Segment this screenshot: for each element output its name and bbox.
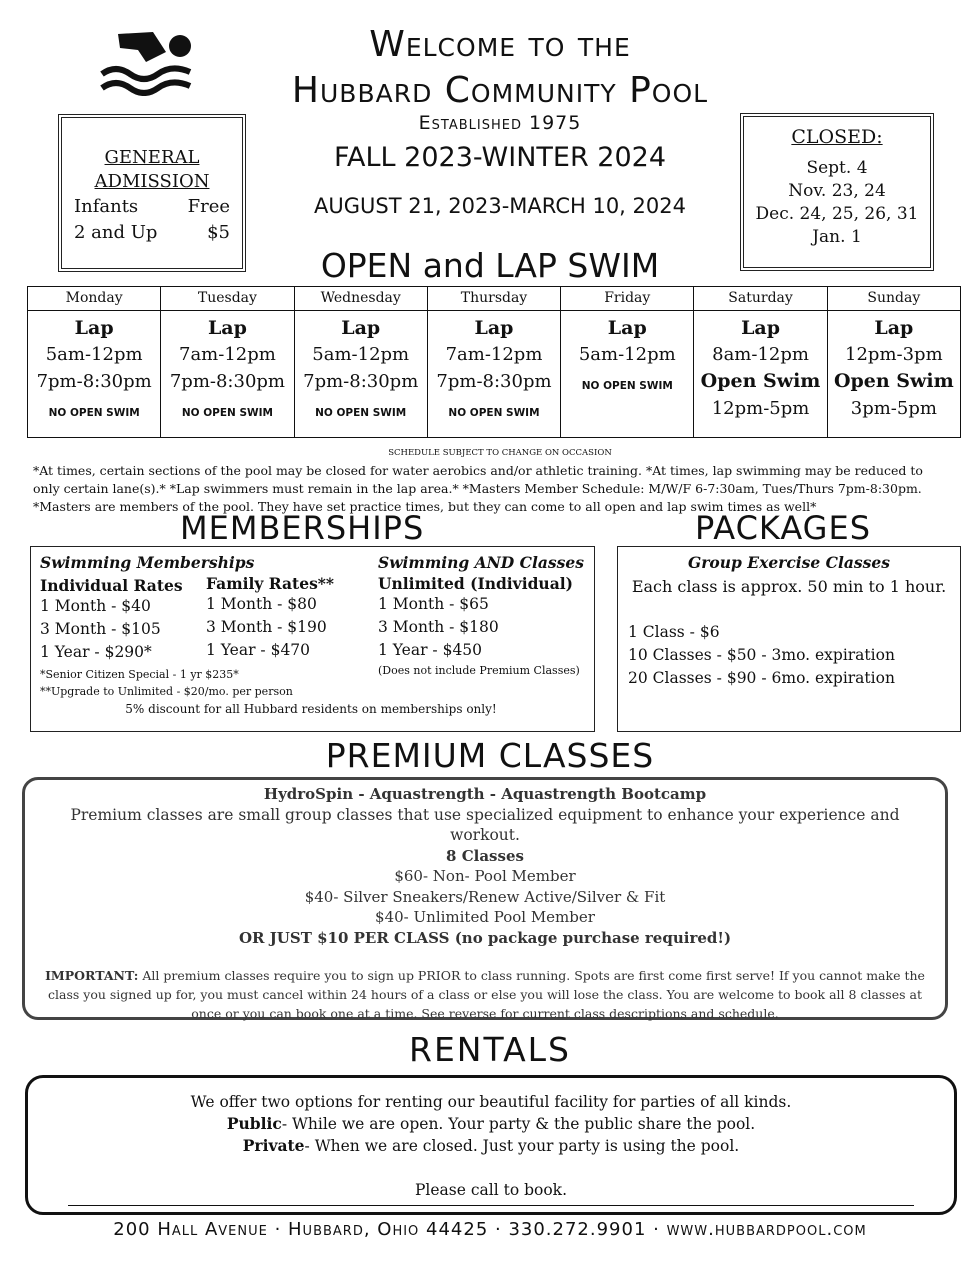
- unlimited-rate: 1 Year - $450: [378, 641, 483, 659]
- season-text: FALL 2023-WINTER 2024: [333, 142, 666, 173]
- lap-time: 7am-12pm: [179, 344, 276, 365]
- individual-rate: 3 Month - $105: [40, 620, 161, 638]
- lap-label: Lap: [874, 317, 914, 339]
- day-sunday: Sunday: [827, 287, 960, 311]
- family-rates-heading: Family Rates**: [206, 574, 335, 593]
- premium-class-names: HydroSpin - Aquastrength - Aquastrength Bootcamp: [263, 785, 707, 803]
- lap-time: 5am-12pm: [578, 344, 676, 365]
- class-duration: Each class is approx. 50 min to 1 hour.: [631, 577, 947, 596]
- lap-time: 7am-12pm: [445, 344, 543, 365]
- lap-label: Lap: [207, 317, 247, 339]
- lap-time: 5am-12pm: [312, 344, 410, 365]
- important-note: [35, 966, 935, 1023]
- no-open-swim-note: NO OPEN SWIM: [581, 380, 673, 392]
- no-open-swim-note: NO OPEN SWIM: [315, 407, 407, 419]
- closed-date: Dec. 24, 25, 26, 31: [755, 204, 919, 224]
- rentals-box: [25, 1075, 957, 1215]
- admission-row: [70, 220, 234, 246]
- packages-heading: PACKAGES: [695, 509, 871, 547]
- private-label: Private: [242, 1136, 305, 1155]
- lap-time: 7pm-8:30pm: [36, 371, 152, 392]
- closed-heading: CLOSED:: [791, 126, 883, 148]
- lap-label: Lap: [74, 317, 114, 339]
- schedule-cell-sunday: [827, 311, 960, 438]
- schedule-notes: *At times, certain sections of the pool may be closed for water aerobics and/or athletic training. *At times, lap swimming may be reduced to only certain lane(s).* *Lap swimmers must remain in the lap area.* *Masters Member Schedule: M/W/F 6-7:30am, Tues/Thurs 7pm-8:30pm. *Masters are members of the pool. They have set practice times, but they can come to all open and lap swim times as well*: [33, 463, 923, 514]
- premium-classes-heading: PREMIUM CLASSES: [325, 736, 655, 775]
- closed-date: Nov. 23, 24: [788, 181, 886, 201]
- premium-price: $40- Unlimited Pool Member: [375, 908, 595, 926]
- schedule-cell-wednesday: [294, 311, 427, 438]
- group-exercise-heading: Group Exercise Classes: [688, 553, 890, 572]
- day-thursday: Thursday: [427, 287, 560, 311]
- day-wednesday: Wednesday: [294, 287, 427, 311]
- swim-memberships-heading: Swimming Memberships: [40, 553, 255, 572]
- schedule-cell-thursday: [427, 311, 560, 438]
- schedule-cell-saturday: [694, 311, 827, 438]
- schedule-times-row: [28, 311, 961, 438]
- page-title-line2: Hubbard Community Pool: [291, 70, 709, 111]
- package-item: 20 Classes - $90 - 6mo. expiration: [628, 669, 895, 687]
- open-swim-time: 3pm-5pm: [850, 398, 937, 419]
- lap-label: Lap: [741, 317, 781, 339]
- open-swim-label: Open Swim: [833, 370, 954, 392]
- family-rate: 1 Year - $470: [206, 641, 311, 659]
- swim-and-classes-heading: Swimming AND Classes: [378, 553, 584, 572]
- lap-time: 8am-12pm: [712, 344, 809, 365]
- closed-dates-box: [740, 113, 934, 271]
- swim-schedule-heading: OPEN and LAP SWIM: [320, 246, 660, 285]
- schedule-cell-friday: [561, 311, 694, 438]
- no-open-swim-note: NO OPEN SWIM: [48, 407, 140, 419]
- lap-label: Lap: [607, 317, 647, 339]
- day-friday: Friday: [561, 287, 694, 311]
- lap-time: 7pm-8:30pm: [436, 371, 552, 392]
- day-monday: Monday: [28, 287, 161, 311]
- public-label: Public: [226, 1114, 282, 1133]
- schedule-cell-monday: [28, 311, 161, 438]
- admission-price: $5: [207, 222, 230, 243]
- unlimited-rate: 1 Month - $65: [378, 595, 489, 613]
- individual-rates-heading: Individual Rates: [40, 576, 183, 595]
- general-admission-box: [58, 114, 246, 272]
- footer-contact: 200 Hall Avenue · Hubbard, Ohio 44425 · 330.272.9901 · www.hubbardpool.com: [113, 1219, 867, 1240]
- rental-public: [38, 1113, 944, 1135]
- divider: [68, 1205, 914, 1206]
- lap-time: 5am-12pm: [45, 344, 143, 365]
- page-title-line1: Welcome to the: [369, 24, 631, 65]
- public-text: - While we are open. Your party & the public share the pool.: [281, 1115, 756, 1133]
- rental-private: [38, 1135, 944, 1157]
- day-tuesday: Tuesday: [161, 287, 294, 311]
- schedule-header-row: [28, 287, 961, 311]
- swim-schedule-table: [27, 286, 961, 438]
- senior-note: *Senior Citizen Special - 1 yr $235*: [40, 668, 239, 681]
- admission-heading-line2: ADMISSION: [94, 171, 210, 192]
- lap-label: Lap: [474, 317, 514, 339]
- admission-label: Infants: [74, 196, 139, 217]
- season-dates: AUGUST 21, 2023-MARCH 10, 2024: [314, 194, 686, 218]
- closed-date: Sept. 4: [806, 158, 868, 178]
- memberships-box: [30, 546, 595, 732]
- important-label: IMPORTANT:: [45, 968, 139, 983]
- lap-label: Lap: [341, 317, 381, 339]
- individual-rate: 1 Month - $40: [40, 597, 151, 615]
- unlimited-note: (Does not include Premium Classes): [378, 664, 580, 677]
- memberships-heading: MEMBERSHIPS: [180, 509, 425, 547]
- admission-heading-line1: GENERAL: [104, 147, 200, 168]
- no-open-swim-note: NO OPEN SWIM: [448, 407, 540, 419]
- unlimited-rate: 3 Month - $180: [378, 618, 499, 636]
- lap-time: 7pm-8:30pm: [303, 371, 419, 392]
- rentals-heading: RENTALS: [409, 1030, 571, 1069]
- rentals-intro: We offer two options for renting our beautiful facility for parties of all kinds.: [190, 1093, 792, 1111]
- unlimited-heading: Unlimited (Individual): [378, 574, 573, 593]
- closed-date: Jan. 1: [812, 227, 862, 247]
- premium-price: $40- Silver Sneakers/Renew Active/Silver & Fit: [304, 887, 666, 906]
- day-saturday: Saturday: [694, 287, 827, 311]
- family-rate: 1 Month - $80: [206, 595, 317, 613]
- premium-price: $60- Non- Pool Member: [394, 867, 576, 885]
- family-rate: 3 Month - $190: [206, 618, 327, 636]
- packages-box: [617, 546, 961, 732]
- established-text: Established 1975: [418, 112, 582, 134]
- admission-row: [70, 194, 234, 220]
- premium-classes-box: [22, 777, 948, 1020]
- premium-count: 8 Classes: [446, 846, 524, 865]
- package-item: 1 Class - $6: [628, 623, 720, 641]
- open-swim-time: 12pm-5pm: [711, 398, 810, 419]
- schedule-cell-tuesday: [161, 311, 294, 438]
- discount-note: 5% discount for all Hubbard residents on memberships only!: [125, 702, 497, 716]
- lap-time: 7pm-8:30pm: [169, 371, 285, 392]
- premium-description: Premium classes are small group classes that use specialized equipment to enhance your experience and workout.: [70, 805, 900, 844]
- per-class-price: OR JUST $10 PER CLASS (no package purchase required!): [238, 928, 732, 947]
- lap-time: 12pm-3pm: [845, 344, 943, 365]
- important-text: All premium classes require you to sign up PRIOR to class running. Spots are first come first serve! If you cannot make the class you signed up for, you must cancel within 24 hours of a class or else you will lose the class. You are welcome to book all 8 classes at once or you can book one at a time. See reverse for current class descriptions and schedule.: [48, 968, 925, 1021]
- open-swim-label: Open Swim: [700, 370, 821, 392]
- package-item: 10 Classes - $50 - 3mo. expiration: [628, 646, 895, 664]
- call-to-book: Please call to book.: [414, 1181, 567, 1199]
- no-open-swim-note: NO OPEN SWIM: [181, 407, 273, 419]
- admission-label: 2 and Up: [74, 222, 158, 243]
- private-text: - When we are closed. Just your party is using the pool.: [304, 1137, 740, 1155]
- upgrade-note: **Upgrade to Unlimited - $20/mo. per person: [40, 685, 293, 698]
- schedule-subject-note: SCHEDULE SUBJECT TO CHANGE ON OCCASION: [388, 448, 612, 458]
- individual-rate: 1 Year - $290*: [40, 643, 152, 661]
- admission-price: Free: [187, 196, 230, 217]
